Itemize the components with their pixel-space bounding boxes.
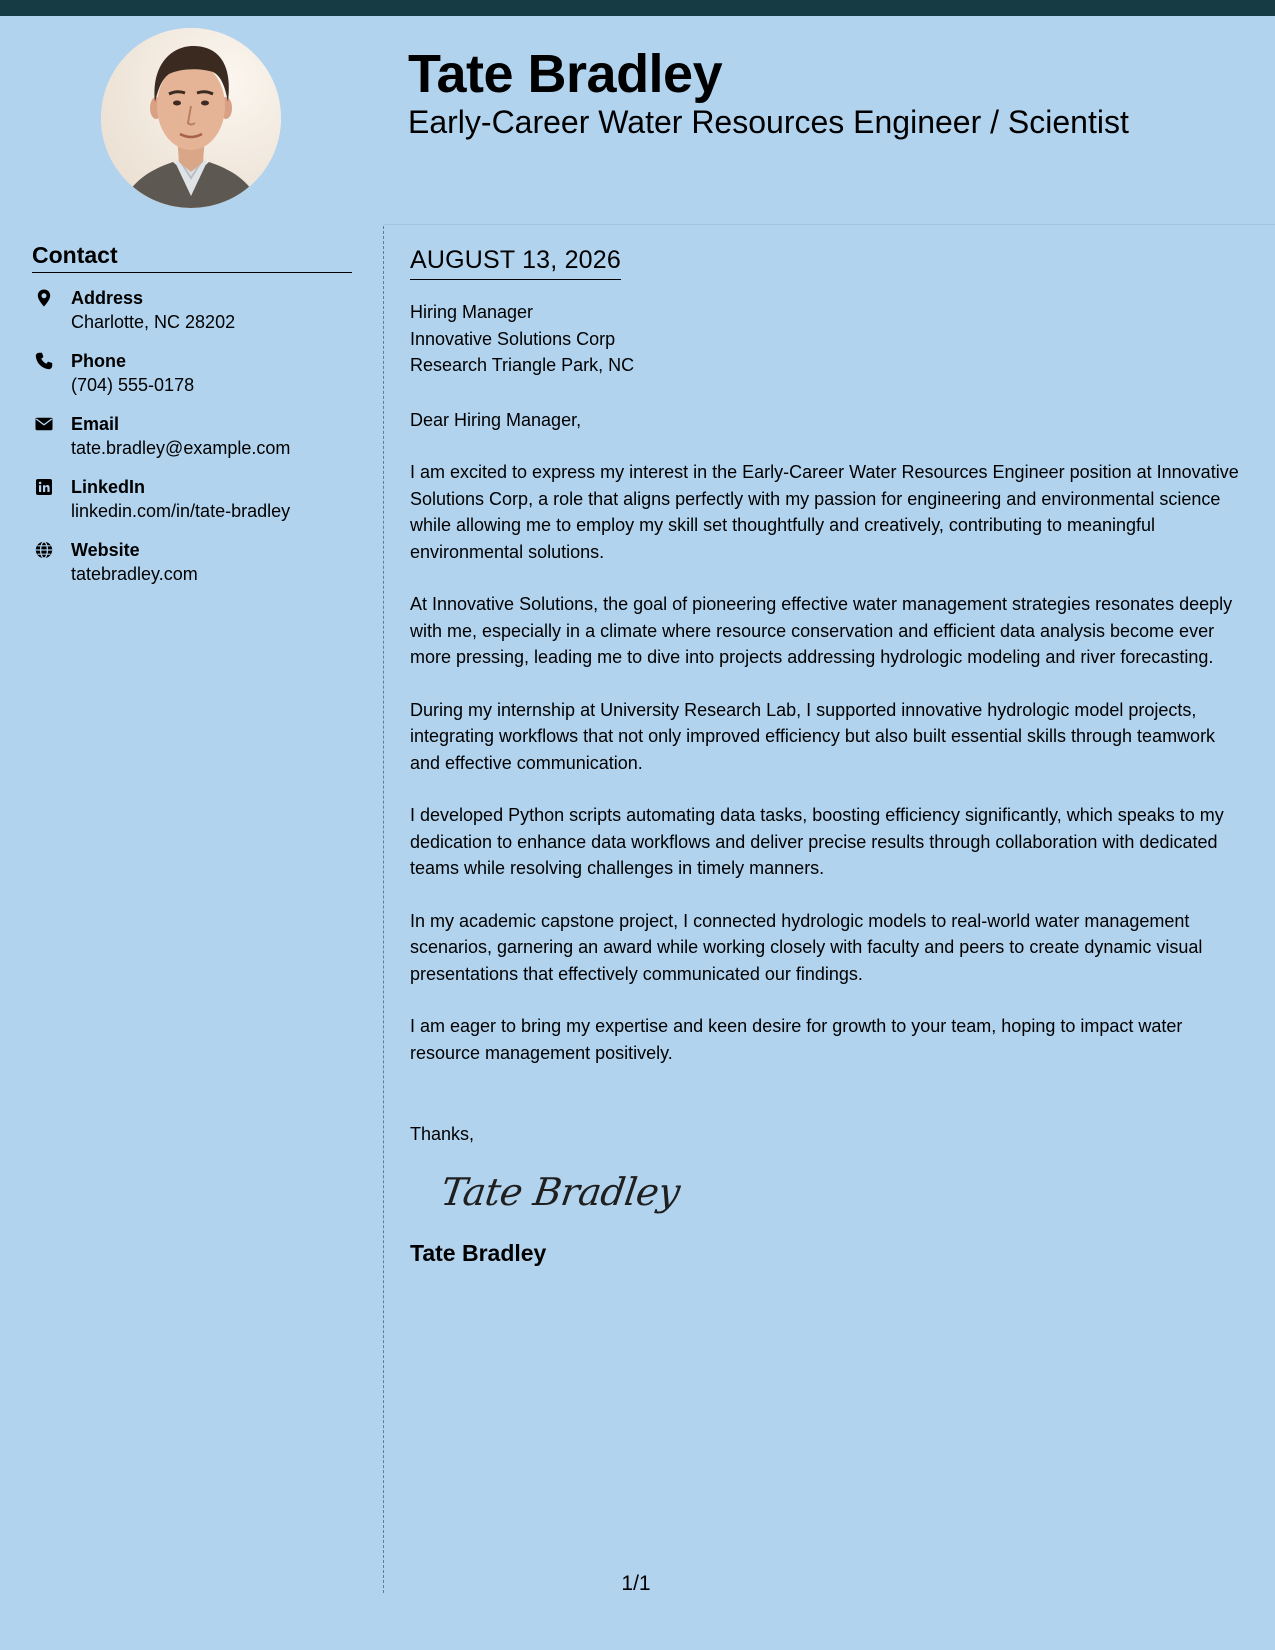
candidate-name: Tate Bradley — [408, 44, 723, 104]
recipient-line: Hiring Manager — [410, 302, 534, 322]
contact-label: Email — [71, 414, 120, 434]
contact-sidebar — [32, 240, 352, 601]
envelope-icon — [34, 414, 54, 434]
contact-value[interactable]: tate.bradley@example.com — [71, 438, 291, 458]
letter-paragraph: I am excited to express my interest in the Early-Career Water Resources Engineer position at Innovative Solutions Corp, a role that aligns perfectly with my passion for engineering and environmental science while allowing me to employ my skill set thoughtfully and creatively, contributing to meaningful environmental solutions. — [410, 462, 1239, 562]
contact-value[interactable]: tatebradley.com — [71, 564, 198, 584]
globe-icon — [34, 540, 54, 560]
letter-paragraph: At Innovative Solutions, the goal of pioneering effective water management strategies resonates deeply with me, especially in a climate where resource conservation and efficient data analysis become ever more pressing, leading me to dive into projects addressing hydrologic modeling and river forecasting. — [410, 594, 1233, 667]
contact-item-address — [32, 286, 352, 349]
contact-list — [32, 286, 352, 601]
contact-heading: Contact — [32, 240, 352, 273]
letter-date: AUGUST 13, 2026 — [410, 243, 621, 280]
contact-item-website — [32, 538, 352, 601]
map-pin-icon — [34, 288, 54, 308]
recipient-line: Innovative Solutions Corp — [410, 328, 616, 349]
contact-item-email — [32, 412, 352, 475]
contact-value: Charlotte, NC 28202 — [71, 312, 236, 332]
handwritten-signature: Tate Bradley — [438, 1169, 683, 1214]
column-divider — [383, 226, 384, 1593]
contact-value: (704) 555-0178 — [71, 375, 195, 395]
contact-label: Phone — [71, 351, 127, 371]
candidate-role: Early-Career Water Resources Engineer / Scientist — [408, 104, 1129, 140]
recipient-block — [410, 299, 1245, 379]
contact-item-phone — [32, 349, 352, 412]
contact-label: Website — [71, 540, 140, 560]
letter-body — [410, 243, 1245, 1268]
contact-label: Address — [71, 288, 144, 308]
contact-value[interactable]: linkedin.com/in/tate-bradley — [71, 501, 291, 521]
recipient-line: Research Triangle Park, NC — [410, 355, 635, 375]
letter-paragraph: I am eager to bring my expertise and keen desire for growth to your team, hoping to impact water resource management positively. — [410, 1016, 1183, 1063]
page-number: 1/1 — [621, 1572, 651, 1595]
phone-icon — [34, 351, 54, 371]
letter-paragraph: I developed Python scripts automating data tasks, boosting efficiency significantly, which speaks to my dedication to enhance data workflows and deliver precise results through collaboration with dedicated teams while resolving challenges in timely manners. — [410, 805, 1224, 878]
contact-label: LinkedIn — [71, 477, 146, 497]
salutation: Dear Hiring Manager, — [410, 409, 582, 430]
letter-paragraph: In my academic capstone project, I connected hydrologic models to real-world water management scenarios, garnering an award while working closely with faculty and peers to create dynamic visual presentations that effectively communicated our findings. — [410, 910, 1203, 984]
letter-paragraph: During my internship at University Research Lab, I supported innovative hydrologic model projects, integrating workflows that not only improved efficiency but also built essential skills through teamwork and effective communication. — [410, 699, 1216, 773]
header-divider — [384, 224, 1275, 225]
profile-photo — [101, 28, 281, 208]
signer-name: Tate Bradley — [410, 1239, 547, 1266]
contact-item-linkedin — [32, 475, 352, 538]
linkedin-icon — [34, 477, 54, 497]
closing: Thanks, — [410, 1124, 475, 1144]
top-bar — [0, 0, 1275, 16]
